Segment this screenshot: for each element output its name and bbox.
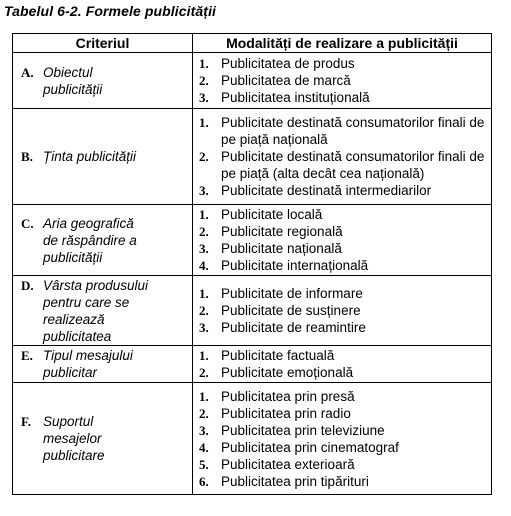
criterion-letter: B. bbox=[21, 149, 33, 164]
criterion-text-line: Obiectul bbox=[43, 64, 93, 80]
table-row bbox=[13, 346, 492, 383]
list-item bbox=[199, 364, 487, 381]
item-text: Publicitatea de produs bbox=[221, 56, 355, 71]
list-item bbox=[199, 72, 487, 89]
list-item bbox=[199, 456, 487, 473]
criterion-letter: F. bbox=[21, 414, 31, 429]
criterion-text-line: Aria geografică bbox=[43, 215, 134, 231]
list-item bbox=[199, 439, 487, 456]
item-number: 1. bbox=[199, 207, 209, 222]
criterion-letter: E. bbox=[21, 348, 33, 363]
item-text: Publicitate locală bbox=[221, 207, 323, 222]
criterion-text-line: Tipul mesajului bbox=[43, 348, 133, 363]
criterion-letter: D. bbox=[21, 277, 34, 293]
item-number: 1. bbox=[199, 56, 209, 71]
criterion-text-line: publicitar bbox=[43, 365, 98, 380]
item-text: Publicitate de informare bbox=[221, 286, 363, 301]
criterion-text-line: realizează bbox=[43, 311, 105, 327]
item-text: Publicitate internațională bbox=[221, 258, 369, 273]
item-number: 2. bbox=[199, 365, 209, 380]
item-text: Publicitatea prin presă bbox=[221, 388, 355, 404]
item-number: 4. bbox=[199, 258, 209, 273]
criterion-text-line: publicitatea bbox=[43, 328, 112, 344]
item-number: 2. bbox=[199, 405, 209, 421]
list-item bbox=[199, 223, 487, 240]
item-text: Publicitate factuală bbox=[221, 348, 335, 363]
criterion-text-line: Suportul bbox=[43, 414, 94, 429]
table-row bbox=[13, 53, 492, 109]
item-text: Publicitate emoțională bbox=[221, 365, 354, 380]
item-number: 3. bbox=[199, 241, 209, 256]
criterion-cell bbox=[13, 109, 193, 205]
table-row bbox=[13, 109, 492, 205]
item-number: 2. bbox=[199, 224, 209, 239]
item-text: Publicitatea prin televiziune bbox=[221, 422, 385, 438]
criterion-letter: C. bbox=[21, 215, 34, 231]
methods-cell bbox=[193, 346, 492, 383]
item-text: Publicitatea prin radio bbox=[221, 405, 351, 421]
list-item bbox=[199, 55, 487, 72]
item-number: 3. bbox=[199, 422, 209, 438]
criterion-cell bbox=[13, 383, 193, 495]
criterion-letter: A. bbox=[21, 64, 34, 80]
criterion-cell bbox=[13, 205, 193, 276]
item-text: Publicitatea prin cinematograf bbox=[221, 439, 399, 455]
item-number: 2. bbox=[199, 73, 209, 88]
methods-cell bbox=[193, 383, 492, 495]
item-text: Publicitatea de marcă bbox=[221, 73, 351, 88]
list-item bbox=[199, 405, 487, 422]
methods-cell bbox=[193, 205, 492, 276]
list-item bbox=[199, 319, 487, 336]
criterion-text-line: de răspândire a bbox=[43, 232, 137, 248]
item-text: Publicitate destinată consumatorilor finali de pe piață națională bbox=[221, 115, 485, 147]
criterion-cell bbox=[13, 276, 193, 346]
criterion-text-line: mesajelor bbox=[43, 431, 102, 446]
list-item bbox=[199, 422, 487, 439]
criterion-text-line: publicității bbox=[43, 81, 103, 97]
table-row bbox=[13, 205, 492, 276]
forms-table bbox=[12, 33, 492, 495]
item-number: 3. bbox=[199, 183, 209, 198]
criterion-cell bbox=[13, 346, 193, 383]
item-text: Publicitatea instituțională bbox=[221, 90, 370, 105]
methods-cell bbox=[193, 109, 492, 205]
item-text: Publicitate regională bbox=[221, 224, 343, 239]
item-number: 1. bbox=[199, 286, 209, 301]
list-item bbox=[199, 89, 487, 106]
table-row bbox=[13, 383, 492, 495]
list-item bbox=[199, 240, 487, 257]
item-text: Publicitate de reamintire bbox=[221, 320, 366, 335]
header-criterion: Criteriul bbox=[13, 34, 193, 53]
list-item bbox=[199, 148, 487, 182]
item-number: 3. bbox=[199, 90, 209, 105]
item-number: 2. bbox=[199, 149, 209, 164]
methods-cell bbox=[193, 53, 492, 109]
item-text: Publicitatea exterioară bbox=[221, 456, 355, 472]
list-item bbox=[199, 182, 487, 199]
item-number: 5. bbox=[199, 456, 209, 472]
item-number: 2. bbox=[199, 303, 209, 318]
item-number: 1. bbox=[199, 388, 209, 404]
criterion-text-line: pentru care se bbox=[43, 294, 130, 310]
table-row bbox=[13, 276, 492, 346]
criterion-text-line: Ținta publicității bbox=[43, 149, 137, 164]
criterion-text-line: publicității bbox=[43, 249, 103, 265]
list-item bbox=[199, 347, 487, 364]
item-number: 1. bbox=[199, 348, 209, 363]
table-body bbox=[13, 53, 492, 495]
methods-cell bbox=[193, 276, 492, 346]
list-item bbox=[199, 114, 487, 148]
table-caption: Tabelul 6-2. Formele publicității bbox=[4, 3, 217, 19]
item-text: Publicitate națională bbox=[221, 241, 342, 256]
list-item bbox=[199, 285, 487, 302]
list-item bbox=[199, 302, 487, 319]
item-number: 4. bbox=[199, 439, 209, 455]
item-number: 3. bbox=[199, 320, 209, 335]
item-number: 6. bbox=[199, 473, 209, 489]
item-text: Publicitate destinată consumatorilor finali de pe piață (alta decât cea națională) bbox=[221, 149, 485, 181]
header-methods: Modalități de realizare a publicității bbox=[193, 34, 492, 53]
list-item bbox=[199, 257, 487, 274]
item-text: Publicitate destinată intermediarilor bbox=[221, 183, 432, 198]
list-item bbox=[199, 473, 487, 490]
list-item bbox=[199, 206, 487, 223]
criterion-text-line: Vârsta produsului bbox=[43, 277, 149, 293]
criterion-text-line: publicitare bbox=[43, 448, 105, 463]
item-number: 1. bbox=[199, 115, 209, 130]
list-item bbox=[199, 388, 487, 405]
item-text: Publicitate de susținere bbox=[221, 303, 361, 318]
criterion-cell bbox=[13, 53, 193, 109]
header-row bbox=[13, 34, 492, 53]
item-text: Publicitatea prin tipărituri bbox=[221, 473, 369, 489]
